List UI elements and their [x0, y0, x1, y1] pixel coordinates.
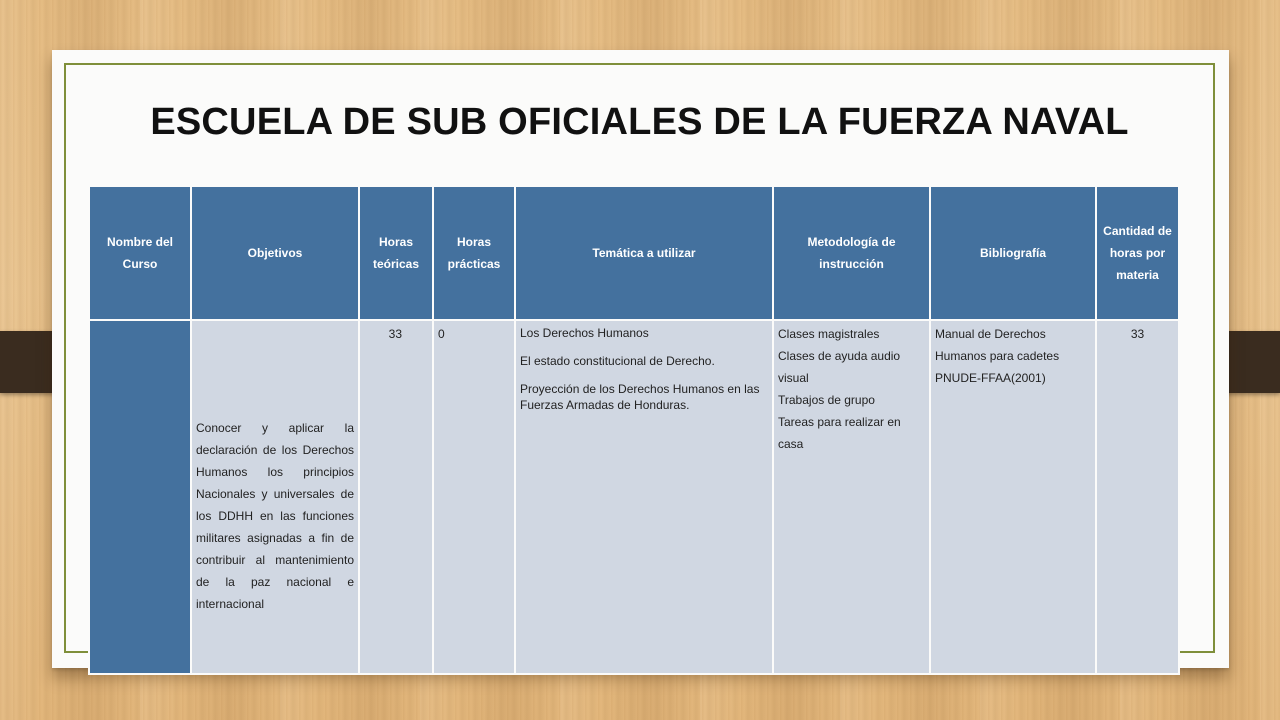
header-metodologia: Metodología de instrucción	[773, 186, 930, 320]
cell-nombre	[89, 320, 191, 674]
table-header-row	[89, 186, 1179, 320]
metodologia-item: Clases de ayuda audio visual	[778, 349, 901, 385]
course-table	[88, 185, 1180, 675]
tematica-item: Los Derechos Humanos	[520, 326, 649, 340]
cell-tematica	[515, 320, 773, 674]
slide-frame	[64, 63, 1215, 653]
page-title: ESCUELA DE SUB OFICIALES DE LA FUERZA NAVAL	[150, 101, 1129, 143]
tematica-item: El estado constitucional de Derecho.	[520, 354, 715, 368]
header-nombre: Nombre del Curso	[89, 186, 191, 320]
cell-cantidad: 33	[1096, 320, 1179, 674]
header-horas-teoricas: Horas teóricas	[359, 186, 433, 320]
tematica-item: Proyección de los Derechos Humanos en las Fuerzas Armadas de Honduras.	[520, 382, 760, 412]
metodologia-item: Clases magistrales	[778, 327, 880, 341]
header-bibliografia: Bibliografía	[930, 186, 1096, 320]
header-tematica: Temática a utilizar	[515, 186, 773, 320]
header-horas-practicas: Horas prácticas	[433, 186, 515, 320]
cell-objetivo: Conocer y aplicar la declaración de los Derechos Humanos los principios Nacionales y universales de los DDHH en las funciones militares asignadas a fin de contribuir al mantenimiento de la paz nacional e internacional	[191, 320, 359, 674]
cell-horas-teoricas: 33	[359, 320, 433, 674]
slide-paper	[52, 50, 1229, 668]
cell-horas-practicas: 0	[433, 320, 515, 674]
table-row	[89, 320, 1179, 674]
header-cantidad: Cantidad de horas por materia	[1096, 186, 1179, 320]
cell-bibliografia: Manual de Derechos Humanos para cadetes PNUDE-FFAA(2001)	[930, 320, 1096, 674]
metodologia-item: Tareas para realizar en casa	[778, 415, 901, 451]
strap-left	[0, 331, 60, 393]
metodologia-item: Trabajos de grupo	[778, 393, 875, 407]
header-objetivos: Objetivos	[191, 186, 359, 320]
cell-metodologia	[773, 320, 930, 674]
